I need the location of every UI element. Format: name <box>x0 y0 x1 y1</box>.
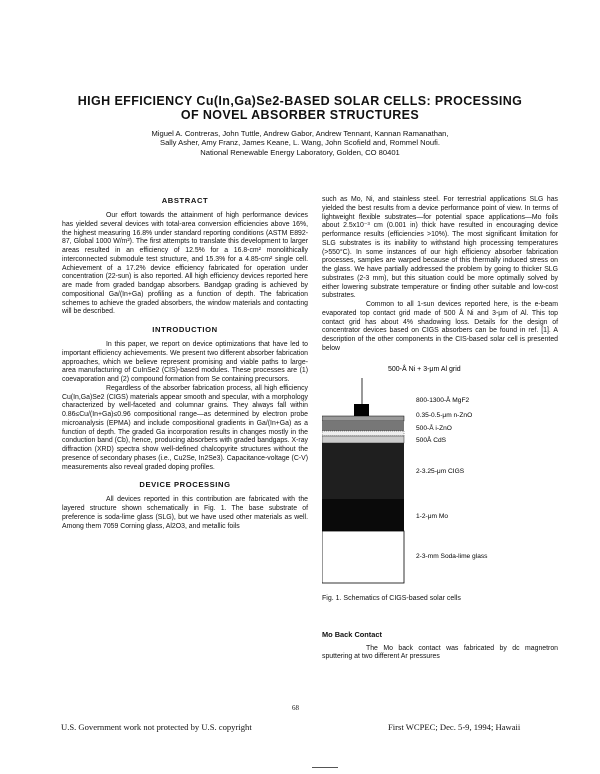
authors-line-2: Sally Asher, Amy Franz, James Keane, L. Wang, John Scofield and, Rommel Noufi. <box>160 138 440 148</box>
figure-1 <box>322 358 558 620</box>
footer-copyright: U.S. Government work not protected by U.S. copyright <box>61 722 252 732</box>
mo-back-contact-text: The Mo back contact was fabricated by dc magnetron sputtering at two different Ar pressures <box>322 644 558 661</box>
device-processing-paragraph-2: such as Mo, Ni, and stainless steel. For terrestrial applications SLG has yielded the best results from a device performance point of view. In terms of lightweight flexible substrates—for potential space applications—Mo foils about 2.5x10⁻³ cm (0.001 in) thick have resulted in encouraging device performance results (efficiencies >10%). The most significant limitation for SLG substrates is its inability to withstand high processing temperatures (>550°C). In some instances of our high efficiency absorber fabrication processes, samples are warped because of this thermally induced stress on the glass. We have partially addressed the problem by going to thicker SLG substrates (2-3 mm), but this situation could be more optimally solved by either lowering substrate temperature or finding other suitable and low-cost substrates. <box>322 196 558 300</box>
abstract-text: Our effort towards the attainment of high performance devices has yielded several devices with total-area conversion efficiencies above 16%, the highest measuring 16.8% under standard reporting conditions (ASTM E892-87, Global 1000 W/m²). The first attempts to translate this development to larger areas resulted in an efficiency of 12.5% for a 16.8-cm² monolithically interconnected submodule test structure, and 15.3% for a 4.85-cm² single cell. Achievement of a 17.2% device efficiency fabricated for operation under concentration (22-sun) is also reported. All high efficiency devices reported here are made from graded bandgap absorbers. Bandgap grading is achieved by compositional Ga/(In+Ga) profiling as a function of depth. The fabrication schemes to achieve the graded absorbers, the window materials and contacting will be described. <box>62 212 308 316</box>
mo-back-contact-heading: Mo Back Contact <box>322 629 382 639</box>
introduction-paragraph-2: Regardless of the absorber fabrication process, all high efficiency Cu(In,Ga)Se2 (CIGS) materials appear smooth and specular, with a morphology characterized by well-faceted and columnar grains. They always fall within 0.86≤Cu/(In+Ga)≤0.96 compositional range—as determined by electron probe microanalysis (EPMA) and include compositional gradients in Ga/(In+Ga) as a function of depth. The graded Ga incorporation results in changes mostly in the conduction band (Cb), hence, producing absorbers with graded bandgaps. X-ray diffraction (XRD) spectra show well-defined chalcopyrite structures without the presence of secondary phases (i.e., Cu2Se, In2Se3). Capacitance-voltage (C-V) measurements also reveal graded doping profiles. <box>62 384 308 471</box>
introduction-heading: INTRODUCTION <box>152 325 218 334</box>
right-column <box>322 196 558 662</box>
label-cigs: 2-3.25-μm CIGS <box>416 467 465 475</box>
grid-finger <box>354 404 369 416</box>
bottom-rule <box>312 767 338 768</box>
grid-label: 500-Å Ni + 3-μm Al grid <box>388 365 461 373</box>
page-number: 68 <box>292 704 299 712</box>
affiliation: National Renewable Energy Laboratory, Golden, CO 80401 <box>200 147 400 157</box>
layer-cds <box>322 436 404 443</box>
layer-mo <box>322 499 404 531</box>
paper-title <box>60 94 540 122</box>
layer-cigs <box>322 443 404 499</box>
left-column <box>62 196 308 531</box>
title-line-1: HIGH EFFICIENCY Cu(In,Ga)Se2-BASED SOLAR CELLS: PROCESSING <box>77 94 523 108</box>
label-i-zno: 500-Å i-ZnO <box>416 424 452 432</box>
label-mgf2: 800-1300-Å MgF2 <box>416 396 470 404</box>
footer-conference: First WCPEC; Dec. 5-9, 1994; Hawaii <box>388 722 521 732</box>
device-processing-paragraph-3: Common to all 1-sun devices reported here, is the e-beam evaporated top contact grid made of 500 Å Ni and 3-μm of Al. This top contact grid has about 4% shadowing loss. Details for the design of concentrator devices based on CIGS absorbers can be found in ref. [1]. A description of the other components in the CIS-based solar cell is presented below <box>322 301 558 352</box>
introduction-paragraph-1: In this paper, we report on device optimizations that have led to important efficiency achievements. We present two different absorber fabrication approaches, which we believe represent promising and viable paths to large-area manufacturing of CuInSe2 (CIS)-based modules. These processes are (1) coevaporation and (2) compound formation from Se containing precursors. <box>62 341 308 383</box>
label-glass: 2-3-mm Soda-lime glass <box>416 552 488 560</box>
layer-glass <box>322 531 404 583</box>
layer-n-zno <box>322 421 404 431</box>
layer-mgf2 <box>322 416 404 421</box>
author-block <box>100 129 500 157</box>
abstract-heading: ABSTRACT <box>161 196 209 205</box>
solar-cell-schematic <box>322 358 558 620</box>
device-processing-heading: DEVICE PROCESSING <box>139 480 231 490</box>
authors-line-1: Miguel A. Contreras, John Tuttle, Andrew Gabor, Andrew Tennant, Kannan Ramanathan, <box>151 129 449 138</box>
device-processing-paragraph-1: All devices reported in this contribution are fabricated with the layered structure shown schematically in Fig. 1. The base substrate of preference is soda-lime glass (SLG), but we have used other materials as well. Among them 7059 Corning glass, Al2O3, and metallic foils <box>62 496 308 530</box>
figure-1-caption: Fig. 1. Schematics of CIGS-based solar cells <box>322 594 461 602</box>
layer-i-zno <box>322 431 404 436</box>
label-mo: 1-2-μm Mo <box>416 512 449 520</box>
title-line-2: OF NOVEL ABSORBER STRUCTURES <box>180 108 420 122</box>
label-n-zno: 0.35-0.5-μm n-ZnO <box>416 411 473 419</box>
label-cds: 500Å CdS <box>416 436 447 444</box>
